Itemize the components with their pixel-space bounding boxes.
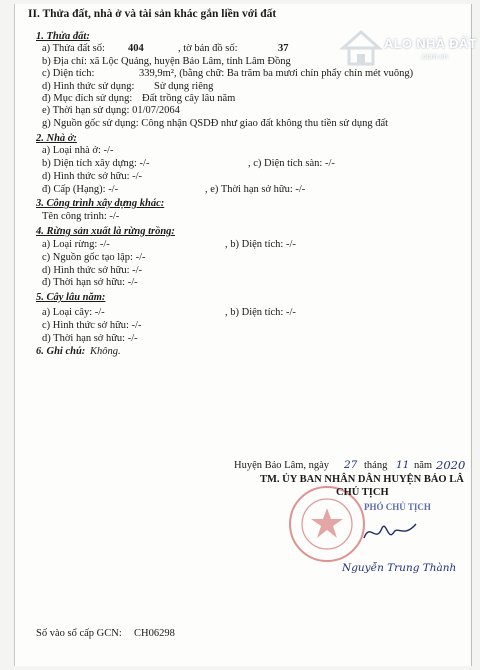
issue-month: 11 (396, 459, 410, 471)
map-sheet-label: , tờ bản đồ số: (178, 43, 238, 54)
vice-chairman-title: PHÓ CHỦ TỊCH (364, 502, 431, 512)
usage-form-value: Sử dụng riêng (154, 81, 214, 92)
registry-number-value: CH06298 (134, 628, 175, 639)
usage-form-label: d) Hình thức sử dụng: (42, 81, 135, 92)
construction-title: 3. Công trình xây dựng khác: (36, 198, 165, 209)
perennial-type: a) Loại cây: -/- (42, 307, 105, 318)
perennial-ownership-term: d) Thời hạn sở hữu: -/- (42, 333, 138, 344)
watermark-domain: .com.vn (420, 52, 449, 61)
map-sheet-value: 37 (278, 43, 289, 54)
forest-ownership-term: đ) Thời hạn sở hữu: -/- (42, 277, 138, 288)
issue-place: Huyện Bảo Lâm, ngày (234, 460, 330, 471)
usage-purpose-label: đ) Mục đích sử dụng: (42, 93, 133, 104)
land-area-label: c) Diện tích: (42, 68, 95, 79)
perennial-area: , b) Diện tích: -/- (225, 307, 296, 318)
chairman-title: CHỦ TỊCH (336, 487, 389, 498)
notes-title: 6. Ghi chú: (36, 346, 86, 357)
forest-title: 4. Rừng sản xuất là rừng trồng: (36, 226, 175, 237)
forest-origin: c) Nguồn gốc tạo lập: -/- (42, 252, 146, 263)
watermark-brand: ALO NHÀ ĐẤT (384, 36, 477, 51)
month-label: tháng (364, 460, 388, 471)
section-heading: II. Thửa đất, nhà ở và tài sản khác gắn liền với đất (28, 8, 277, 20)
issue-year: 2020 (436, 458, 466, 472)
handwritten-signature (360, 518, 420, 546)
house-built-area: b) Diện tích xây dựng: -/- (42, 158, 150, 169)
forest-ownership-form: d) Hình thức sở hữu: -/- (42, 265, 143, 276)
parcel-number-value: 404 (128, 43, 144, 54)
registry-number-label: Số vào sổ cấp GCN: (36, 628, 122, 639)
forest-area: , b) Diện tích: -/- (225, 239, 296, 250)
land-area-value: 339,9m², (bằng chữ: Ba trăm ba mươi chín phẩy chín mét vuông) (139, 68, 414, 79)
issue-day: 27 (344, 459, 358, 471)
house-floor-area: , c) Diện tích sàn: -/- (248, 158, 335, 169)
signer-name: Nguyễn Trung Thành (342, 562, 457, 574)
forest-type: a) Loại rừng: -/- (42, 239, 110, 250)
construction-name: Tên công trình: -/- (42, 211, 120, 222)
notes-value: Không. (90, 346, 121, 357)
perennial-title: 5. Cây lâu năm: (36, 292, 106, 303)
land-address: b) Địa chỉ: xã Lộc Quảng, huyện Bảo Lâm, tỉnh Lâm Đồng (42, 56, 291, 67)
land-title: 1. Thửa đất: (36, 31, 90, 42)
usage-purpose-value: Đất trồng cây lâu năm (142, 93, 236, 104)
house-ownership-term: , e) Thời hạn sở hữu: -/- (205, 184, 306, 195)
parcel-number-label: a) Thửa đất số: (42, 43, 105, 54)
house-title: 2. Nhà ở: (36, 133, 77, 144)
house-type: a) Loại nhà ở: -/- (42, 145, 114, 156)
usage-origin: g) Nguồn gốc sử dụng: Công nhận QSDĐ như giao đất không thu tiền sử dụng đất (42, 118, 389, 129)
house-ownership-form: d) Hình thức sở hữu: -/- (42, 171, 143, 182)
house-grade: đ) Cấp (Hạng): -/- (42, 184, 119, 195)
perennial-ownership-form: c) Hình thức sở hữu: -/- (42, 320, 142, 331)
issuing-authority: TM. ỦY BAN NHÂN DÂN HUYỆN BẢO LÂ (260, 474, 464, 485)
usage-term: e) Thời hạn sử dụng: 01/07/2064 (42, 105, 180, 116)
year-label: năm (414, 460, 433, 471)
